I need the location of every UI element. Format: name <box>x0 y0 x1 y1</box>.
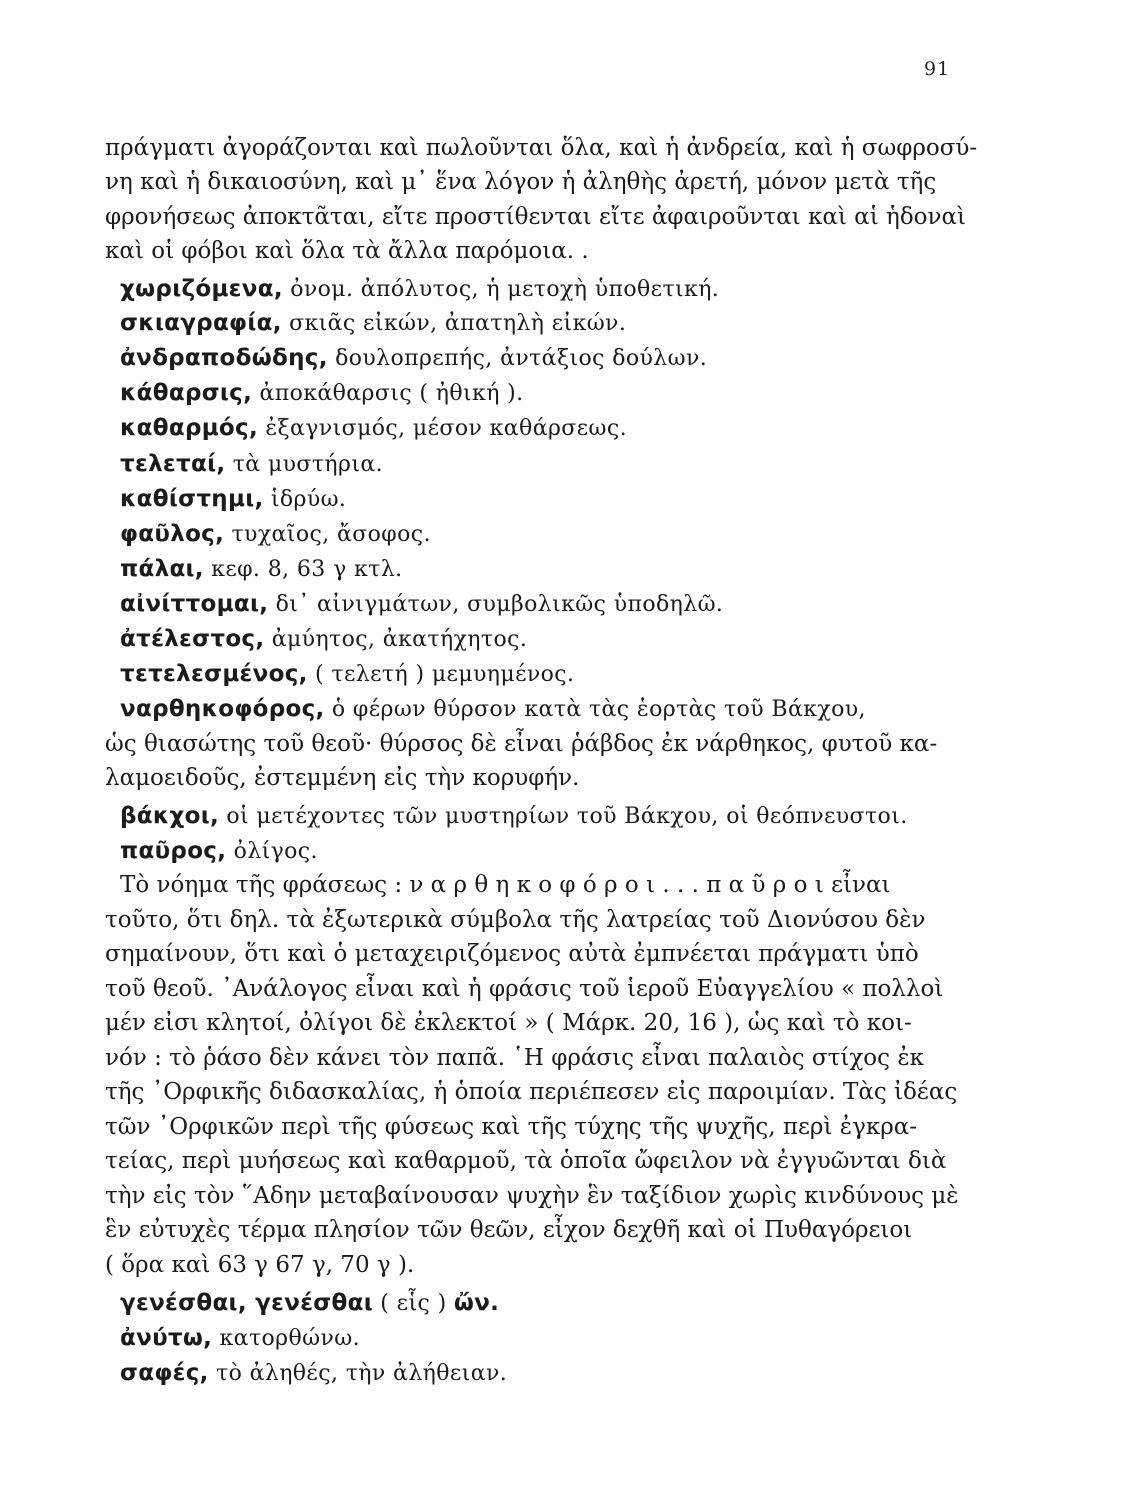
entry-gloss: κεφ. 8, 63 γ κτλ. <box>211 557 403 582</box>
glossary-entry <box>0 343 1122 374</box>
entry-gloss: τὰ μυστήρια. <box>232 452 384 477</box>
entry-term: τετελεσμένος, <box>120 661 308 687</box>
entry-term: σκιαγραφία, <box>120 310 282 336</box>
text-line: πράγματι ἀγοράζονται καὶ πωλοῦνται ὅλα, καὶ ἡ ἀνδρεία, καὶ ἡ σωφροσύ- <box>105 135 978 161</box>
text-line: ὡς θιασώτης τοῦ θεοῦ· θύρσος δὲ εἶναι ῥάβδος ἐκ νάρθηκος, φυτοῦ κα- <box>105 731 938 757</box>
entry-gloss: ὀλίγος. <box>233 839 318 864</box>
text-line: τείας, περὶ μυήσεως καὶ καθαρμοῦ, τὰ ὁποῖα ὤφειλον νὰ ἐγγυῶνται διὰ <box>105 1148 947 1174</box>
entry-term: σαφές, <box>120 1360 209 1386</box>
text-line: νόν : τὸ ῥάσο δὲν κάνει τὸν παπᾶ. ῾Η φράσις εἶναι παλαιὸς στίχος ἐκ <box>105 1045 925 1071</box>
entry-term: ἀτέλεστος, <box>120 626 265 652</box>
glossary-entry <box>0 308 1122 339</box>
entry-term: καθίστημι, <box>120 486 264 512</box>
entry-gloss: δι᾽ αἰνιγμάτων, συμβολικῶς ὑποδηλῶ. <box>275 592 724 617</box>
entry-gloss: δουλοπρεπής, ἀντάξιος δούλων. <box>335 346 708 371</box>
entry-term-tail: ὤν. <box>453 1290 500 1316</box>
entry-gloss: ὁ φέρων θύρσον κατὰ τὰς ἑορτὰς τοῦ Βάκχου, <box>331 697 866 722</box>
glossary-entry <box>0 659 1122 690</box>
entry-gloss: ὀνομ. ἀπόλυτος, ἡ μετοχὴ ὑποθετική. <box>290 277 720 302</box>
text-line: λαμοειδοῦς, ἐστεμμένη εἰς τὴν κορυφήν. <box>105 765 580 791</box>
entry-term: χωριζόμενα, <box>120 276 283 302</box>
entry-gloss: τυχαῖος, ἄσοφος. <box>231 522 431 547</box>
text-line: ( ὅρα καὶ 63 γ 67 γ, 70 γ ). <box>105 1252 415 1278</box>
entry-gloss: ( εἷς ) <box>380 1291 447 1316</box>
glossary-entry <box>0 1358 1122 1389</box>
glossary-entry <box>0 624 1122 655</box>
entry-gloss: ἀμύητος, ἀκατήχητος. <box>271 627 528 652</box>
entry-gloss: κατορθώνω. <box>219 1326 360 1351</box>
entry-term: ἀνύτω, <box>120 1325 213 1351</box>
glossary-entry <box>0 519 1122 550</box>
text-line: ἓν εὐτυχὲς τέρμα πλησίον τῶν θεῶν, εἶχον δεχθῆ καὶ οἱ Πυθαγόρειοι <box>105 1217 913 1243</box>
glossary-entry <box>0 694 1122 725</box>
text-line: τῆς ᾿Ορφικῆς διδασκαλίας, ἡ ὁποία περιέπεσεν εἰς παροιμίαν. Τὰς ἰδέας <box>105 1079 958 1105</box>
entry-gloss: τὸ ἀληθές, τὴν ἀλήθειαν. <box>216 1361 508 1386</box>
entry-gloss: ἀποκάθαρσις ( ἠθική ). <box>259 381 524 406</box>
entry-term: βάκχοι, <box>120 803 220 829</box>
entry-term: γενέσθαι, γενέσθαι <box>120 1290 373 1316</box>
text-line: τοῦ θεοῦ. ᾿Ανάλογος εἶναι καὶ ἡ φράσις τοῦ ἱεροῦ Εὐαγγελίου « πολλοὶ <box>105 976 944 1002</box>
glossary-entry <box>0 1323 1122 1354</box>
entry-gloss: ( τελετή ) μεμυημένος. <box>315 662 575 687</box>
entry-term: αἰνίττομαι, <box>120 591 269 617</box>
text-line: τῶν ᾿Ορφικῶν περὶ τῆς φύσεως καὶ τῆς τύχης τῆς ψυχῆς, περὶ ἐγκρα- <box>105 1114 918 1140</box>
entry-gloss: ἱδρύω. <box>270 487 347 512</box>
entry-term: ἀνδραποδώδης, <box>120 345 328 371</box>
glossary-entry <box>0 484 1122 515</box>
entry-gloss: σκιᾶς εἰκών, ἀπατηλὴ εἰκών. <box>289 311 627 336</box>
entry-term: ναρθηκοφόρος, <box>120 696 325 722</box>
text-line: μέν εἰσι κλητοί, ὀλίγοι δὲ ἐκλεκτοί » ( Μάρκ. 20, 16 ), ὡς καὶ τὸ κοι- <box>105 1010 912 1036</box>
entry-term: καθαρμός, <box>120 415 259 441</box>
text-line: τοῦτο, ὅτι δηλ. τὰ ἐξωτερικὰ σύμβολα τῆς λατρείας τοῦ Διονύσου δὲν <box>105 907 926 933</box>
entry-term: παῦρος, <box>120 838 227 864</box>
entry-term: τελεταί, <box>120 451 226 477</box>
entry-term: πάλαι, <box>120 556 204 582</box>
text-line: τὴν εἰς τὸν ῞Αδην μεταβαίνουσαν ψυχὴν ἓν ταξίδιον χωρὶς κινδύνους μὲ <box>105 1183 959 1209</box>
text-line: νη καὶ ἡ δικαιοσύνη, καὶ μ᾽ ἕνα λόγον ἡ ἀληθὴς ἀρετή, μόνον μετὰ τῆς <box>105 169 937 195</box>
entry-term: κάθαρσις, <box>120 380 253 406</box>
glossary-entry <box>0 836 1122 867</box>
glossary-entry <box>0 589 1122 620</box>
entry-gloss: ἐξαγνισμός, μέσον καθάρσεως. <box>265 416 627 441</box>
glossary-entry <box>0 554 1122 585</box>
glossary-entry <box>0 449 1122 480</box>
glossary-entry <box>0 413 1122 444</box>
text-line: σημαίνουν, ὅτι καὶ ὁ μεταχειριζόμενος αὐτὰ ἐμπνέεται πράγματι ὑπὸ <box>105 941 919 967</box>
glossary-entry <box>0 801 1122 832</box>
glossary-entry <box>0 1288 1122 1319</box>
glossary-entry <box>0 378 1122 409</box>
text-line: Τὸ νόημα τῆς φράσεως : ν α ρ θ η κ ο φ ό ρ ο ι . . . π α ῦ ρ ο ι εἶναι <box>120 872 891 898</box>
page-number: 91 <box>924 58 951 80</box>
entry-term: φαῦλος, <box>120 521 225 547</box>
text-line: καὶ οἱ φόβοι καὶ ὅλα τὰ ἄλλα παρόμοια. . <box>105 238 589 264</box>
text-line: φρονήσεως ἀποκτᾶται, εἴτε προστίθενται εἴτε ἀφαιροῦνται καὶ αἱ ἡδοναὶ <box>105 204 967 230</box>
entry-gloss: οἱ μετέχοντες τῶν μυστηρίων τοῦ Βάκχου, οἱ θεόπνευστοι. <box>226 804 908 829</box>
glossary-entry <box>0 274 1122 305</box>
